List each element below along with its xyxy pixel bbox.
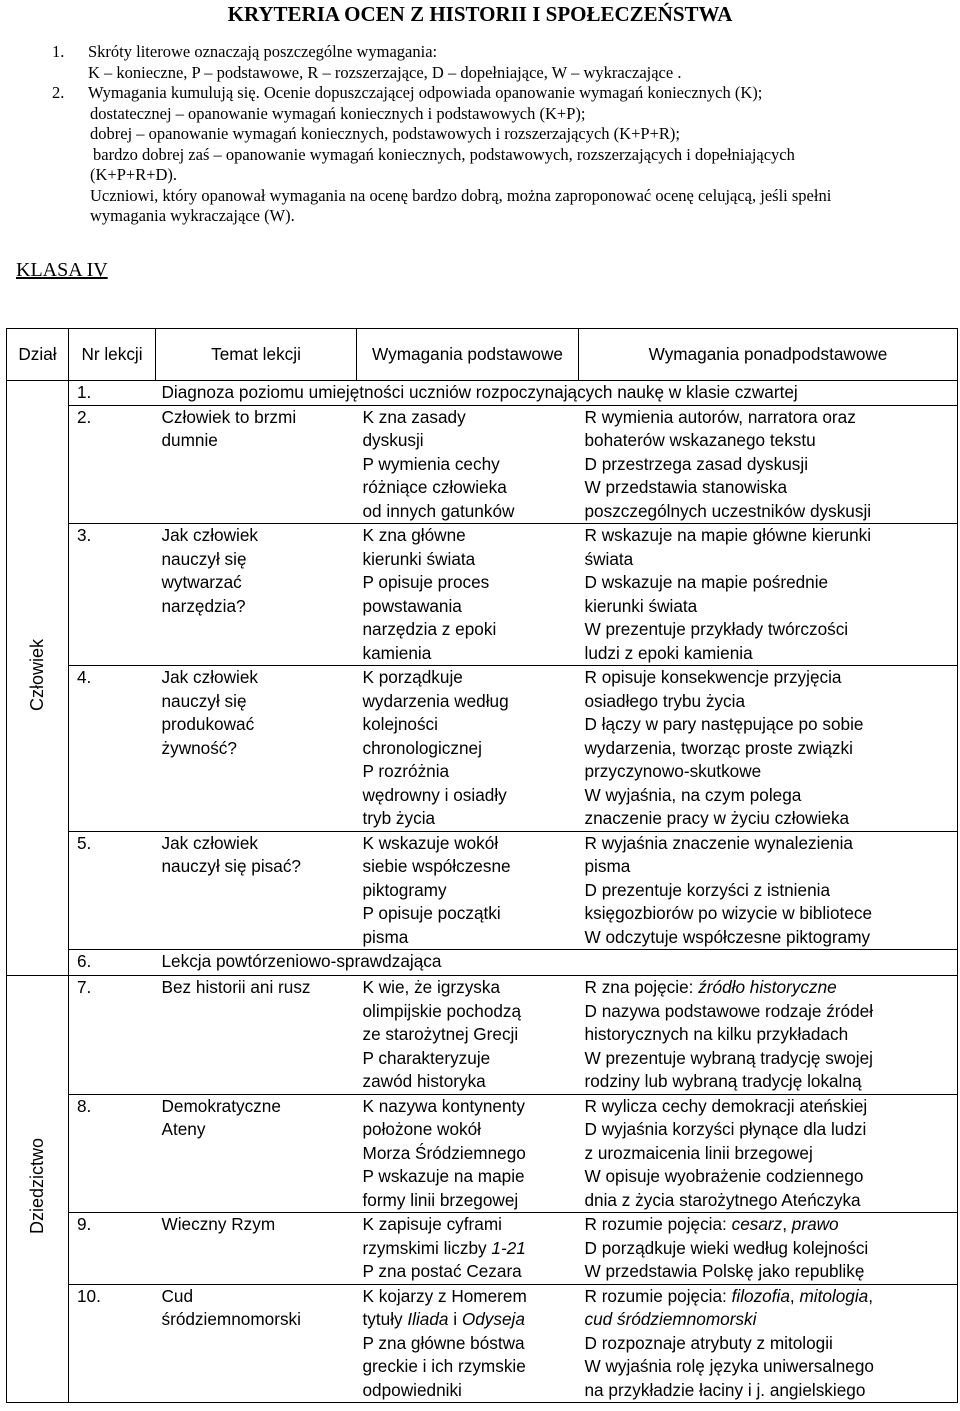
cell-line: R opisuje konsekwencje przyjęcia <box>584 667 842 687</box>
lesson-number: 6. <box>69 950 156 976</box>
cell-line: kierunki świata <box>584 595 698 616</box>
cell-line: P wskazuje na mapie <box>362 1166 525 1186</box>
table-row <box>7 1213 958 1285</box>
basic-requirements <box>357 405 579 524</box>
table-row <box>7 381 958 406</box>
cell-line: Jak człowiek <box>161 667 258 687</box>
cell-line: R rozumie pojęcia: cesarz, prawo <box>584 1214 839 1234</box>
intro-line: bardzo dobrej zaś – opanowanie wymagań koniecznych, podstawowych, rozszerzających i dopełniających <box>93 144 795 164</box>
basic-requirements <box>357 1213 579 1285</box>
intro-point-2 <box>20 83 950 104</box>
header-dzial: Dział <box>7 329 69 381</box>
lesson-number: 1. <box>69 381 156 406</box>
cell-line: narzędzia z epoki <box>362 619 497 639</box>
header-temat: Temat lekcji <box>156 329 357 381</box>
cell-line: R zna pojęcie: źródło historyczne <box>584 977 837 997</box>
cell-line: R wskazuje na mapie główne kierunki <box>584 525 872 545</box>
cell-line: P zna główne bóstwa <box>362 1332 525 1353</box>
cell-line: zawód historyka <box>362 1071 486 1091</box>
cell-line: W wyjaśnia, na czym polega <box>584 784 802 805</box>
cell-line: K kojarzy z Homerem <box>362 1285 527 1306</box>
lesson-number: 8. <box>69 1094 156 1213</box>
cell-line: Jak człowiek <box>161 525 258 545</box>
cell-line: ze starożytnej Grecji <box>362 1024 519 1044</box>
cell-line: wędrowny i osiadły <box>362 784 507 805</box>
cell-line: K zna główne <box>362 525 466 545</box>
cell-line: narzędzia? <box>161 595 246 616</box>
extended-requirements <box>579 1284 958 1403</box>
table-row <box>7 666 958 832</box>
basic-requirements <box>357 1094 579 1213</box>
cell-line: K wie, że igrzyska <box>362 977 501 997</box>
cell-line: W prezentuje przykłady twórczości <box>584 619 849 639</box>
cell-line: chronologicznej <box>362 737 482 758</box>
cell-line: świata <box>584 548 634 569</box>
table-row <box>7 976 958 1095</box>
cell-line: pisma <box>584 856 631 876</box>
cell-line: produkować <box>161 714 255 734</box>
cell-line: D nazywa podstawowe rodzaje źródeł <box>584 1000 874 1021</box>
cell-line: P rozróżnia <box>362 761 450 781</box>
cell-line: poszczególnych uczestników dyskusji <box>584 500 872 521</box>
lesson-topic <box>156 1284 357 1403</box>
extended-requirements <box>579 524 958 666</box>
cell-line: od innych gatunków <box>362 500 515 521</box>
basic-requirements <box>357 976 579 1095</box>
intro-line: (K+P+R+D). <box>90 165 178 184</box>
cell-line: W prezentuje wybraną tradycję swojej <box>584 1047 873 1068</box>
cell-line: tryb życia <box>362 808 436 828</box>
cell-line: pisma <box>362 926 409 947</box>
cell-line: W wyjaśnia rolę języka uniwersalnego <box>584 1356 874 1376</box>
cell-line: R wymienia autorów, narratora oraz <box>584 406 856 427</box>
table-row <box>7 524 958 666</box>
cell-line: D wskazuje na mapie pośrednie <box>584 572 829 592</box>
basic-requirements <box>357 831 579 950</box>
intro-point-2-number: 2. <box>52 83 65 102</box>
full-row-text: Lekcja powtórzeniowo-sprawdzająca <box>156 950 958 976</box>
lesson-number: 3. <box>69 524 156 666</box>
intro-line: dobrej – opanowanie wymagań koniecznych, podstawowych i rozszerzających (K+P+R); <box>90 124 680 143</box>
table-row <box>7 1094 958 1213</box>
lesson-topic <box>156 976 357 1095</box>
cell-line: bohaterów wskazanego tekstu <box>584 430 816 450</box>
basic-requirements <box>357 1284 579 1403</box>
cell-line: D rozpoznaje atrybuty z mitologii <box>584 1332 833 1353</box>
cell-line: znaczenie pracy w życiu człowieka <box>584 808 850 828</box>
cell-line: P wymienia cechy <box>362 453 500 474</box>
cell-line: P opisuje proces <box>362 572 490 592</box>
intro-line: Skróty literowe oznaczają poszczególne wymagania: <box>88 42 438 61</box>
dzial-cell <box>7 381 69 976</box>
lesson-topic <box>156 405 357 524</box>
cell-line: osiadłego trybu życia <box>584 690 746 711</box>
cell-line: Człowiek to brzmi <box>161 406 297 427</box>
cell-line: żywność? <box>161 737 237 758</box>
intro-section <box>20 42 950 227</box>
intro-line: Uczniowi, który opanował wymagania na ocenę bardzo dobrą, można zaproponować ocenę celującą, jeśli spełni <box>90 185 832 205</box>
cell-line: na przykładzie łaciny i j. angielskiego <box>584 1379 866 1400</box>
cell-line: W opisuje wyobrażenie codziennego <box>584 1166 864 1186</box>
header-nr: Nr lekcji <box>69 329 156 381</box>
cell-line: odpowiedniki <box>362 1379 462 1400</box>
intro-line: K – konieczne, P – podstawowe, R – rozszerzające, D – dopełniające, W – wykraczające . <box>88 62 682 82</box>
intro-line: wymagania wykraczające (W). <box>90 206 295 225</box>
table-body <box>7 381 958 1403</box>
cell-line: R wyjaśnia znaczenie wynalezienia <box>584 832 853 853</box>
cell-line: W przedstawia Polskę jako republikę <box>584 1261 865 1281</box>
cell-line: siebie współczesne <box>362 856 511 876</box>
cell-line: D prezentuje korzyści z istnienia <box>584 879 831 900</box>
lesson-topic <box>156 1213 357 1285</box>
cell-line: olimpijskie pochodzą <box>362 1000 522 1021</box>
cell-line: ludzi z epoki kamienia <box>584 642 753 663</box>
cell-line: wytwarzać <box>161 572 242 592</box>
cell-line: położone wokół <box>362 1119 481 1139</box>
cell-line: Morza Śródziemnego <box>362 1142 526 1163</box>
cell-line: historycznych na kilku przykładach <box>584 1024 849 1044</box>
cell-line: nauczył się <box>161 548 247 569</box>
lesson-topic <box>156 1094 357 1213</box>
cell-line: W odczytuje współczesne piktogramy <box>584 926 871 947</box>
table-row <box>7 950 958 976</box>
cell-line: wydarzenia, tworząc proste związki <box>584 737 853 758</box>
lesson-topic <box>156 524 357 666</box>
cell-line: Demokratyczne <box>161 1095 281 1116</box>
cell-line: nauczył się <box>161 690 247 711</box>
cell-line: różniące człowieka <box>362 477 507 497</box>
table-row <box>7 405 958 524</box>
cell-line: kamienia <box>362 642 432 663</box>
cell-line: powstawania <box>362 595 462 616</box>
lesson-number: 10. <box>69 1284 156 1403</box>
cell-line: P charakteryzuje <box>362 1047 491 1068</box>
full-row-text: Diagnoza poziomu umiejętności uczniów rozpoczynających naukę w klasie czwartej <box>156 381 958 406</box>
header-row <box>7 329 958 381</box>
lesson-number: 2. <box>69 405 156 524</box>
cell-line: Wieczny Rzym <box>161 1214 276 1234</box>
cell-line: D porządkuje wieki według kolejności <box>584 1237 869 1258</box>
cell-line: greckie i ich rzymskie <box>362 1356 526 1376</box>
table-row <box>7 1284 958 1403</box>
extended-requirements <box>579 405 958 524</box>
cell-line: W przedstawia stanowiska <box>584 477 788 497</box>
cell-line: dumnie <box>161 430 218 450</box>
cell-line: nauczył się pisać? <box>161 856 301 876</box>
cell-line: przyczynowo-skutkowe <box>584 761 762 781</box>
cell-line: Jak człowiek <box>161 832 258 853</box>
cell-line: P zna postać Cezara <box>362 1261 522 1281</box>
lesson-topic <box>156 831 357 950</box>
header-podstawowe: Wymagania podstawowe <box>357 329 579 381</box>
cell-line: D przestrzega zasad dyskusji <box>584 453 809 474</box>
cell-line: dyskusji <box>362 430 424 450</box>
cell-line: dnia z życia starożytnego Ateńczyka <box>584 1189 861 1210</box>
cell-line: tytuły Iliada i Odyseja <box>362 1309 525 1329</box>
requirements-table <box>6 328 958 1403</box>
cell-line: piktogramy <box>362 879 447 900</box>
extended-requirements <box>579 1094 958 1213</box>
dzial-cell <box>7 976 69 1403</box>
cell-line: D łączy w pary następujące po sobie <box>584 714 864 734</box>
dzial-name: Człowiek <box>26 638 47 711</box>
extended-requirements <box>579 831 958 950</box>
extended-requirements <box>579 1213 958 1285</box>
intro-point-2-cont <box>20 104 950 227</box>
cell-line: formy linii brzegowej <box>362 1189 519 1210</box>
cell-line: K zna zasady <box>362 406 466 427</box>
cell-line: księgozbiorów po wizycie w bibliotece <box>584 903 873 923</box>
table-row <box>7 831 958 950</box>
cell-line: R rozumie pojęcia: filozofia, mitologia, <box>584 1285 874 1306</box>
cell-line: K porządkuje <box>362 667 463 687</box>
cell-line: K zapisuje cyframi <box>362 1214 502 1234</box>
lesson-number: 4. <box>69 666 156 832</box>
cell-line: K wskazuje wokół <box>362 832 499 853</box>
cell-line: D wyjaśnia korzyści płynące dla ludzi <box>584 1119 867 1139</box>
header-ponadpodstawowe: Wymagania ponadpodstawowe <box>579 329 958 381</box>
cell-line: wydarzenia według <box>362 690 509 711</box>
intro-point-1-number: 1. <box>52 42 65 61</box>
cell-line: z urozmaicenia linii brzegowej <box>584 1142 813 1163</box>
basic-requirements <box>357 666 579 832</box>
intro-line: dostatecznej – opanowanie wymagań koniecznych i podstawowych (K+P); <box>90 103 586 123</box>
basic-requirements <box>357 524 579 666</box>
lesson-number: 5. <box>69 831 156 950</box>
cell-line: P opisuje początki <box>362 903 501 923</box>
class-heading: KLASA IV <box>16 259 108 281</box>
dzial-name: Dziedzictwo <box>26 1137 47 1234</box>
cell-line: kierunki świata <box>362 548 476 569</box>
cell-line: Cud <box>161 1285 194 1306</box>
lesson-topic <box>156 666 357 832</box>
page-title: KRYTERIA OCEN Z HISTORII I SPOŁECZEŃSTWA <box>227 2 733 26</box>
cell-line: rodziny lub wybraną tradycję lokalną <box>584 1071 862 1091</box>
intro-line: Wymagania kumulują się. Ocenie dopuszczającej odpowiada opanowanie wymagań koniecznych (K); <box>88 83 763 102</box>
cell-line: K nazywa kontynenty <box>362 1095 525 1116</box>
lesson-number: 7. <box>69 976 156 1095</box>
intro-point-1 <box>20 42 950 83</box>
lesson-number: 9. <box>69 1213 156 1285</box>
extended-requirements <box>579 976 958 1095</box>
cell-line: śródziemnomorski <box>161 1309 301 1329</box>
cell-line: rzymskimi liczby 1-21 <box>362 1237 526 1258</box>
cell-line: Bez historii ani rusz <box>161 977 311 997</box>
cell-line: kolejności <box>362 714 438 734</box>
extended-requirements <box>579 666 958 832</box>
cell-line: R wylicza cechy demokracji ateńskiej <box>584 1095 868 1116</box>
cell-line: Ateny <box>161 1119 206 1139</box>
cell-line: cud śródziemnomorski <box>584 1309 757 1329</box>
